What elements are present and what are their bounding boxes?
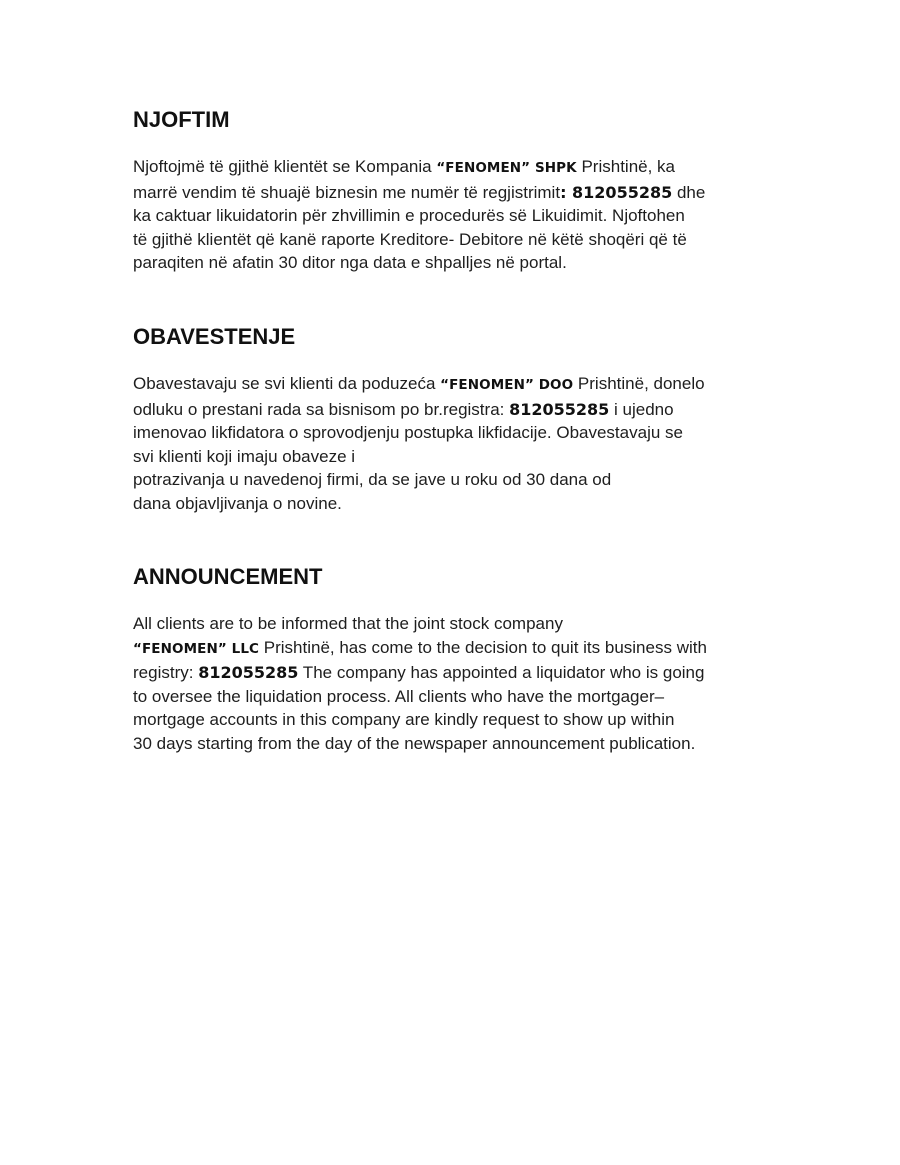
text-segment: i ujedno — [609, 399, 674, 419]
company-name: “FENOMEN” DOO — [440, 377, 574, 393]
paragraph-line — [133, 398, 783, 422]
text-segment: Prishtinë, has come to the decision to quit its business with — [259, 637, 707, 657]
registration-number: 812055285 — [198, 663, 299, 682]
text-segment: Prishtinë, ka — [576, 157, 675, 176]
heading-njoftim: NJOFTIM — [133, 107, 230, 132]
paragraph-line — [133, 372, 783, 398]
paragraph-obavestenje — [133, 372, 783, 515]
text-segment: Njoftojmë të gjithë klientët se Kompania — [133, 157, 437, 176]
paragraph-line: mortgage accounts in this company are kindly request to show up within — [133, 710, 675, 729]
paragraph-line: imenovao likfidatora o sprovodjenju postupka likfidacije. Obavestavaju se — [133, 423, 683, 442]
paragraph-line — [133, 181, 783, 205]
paragraph-line: paraqiten në afatin 30 ditor nga data e shpalljes në portal. — [133, 253, 567, 272]
paragraph-line: to oversee the liquidation process. All clients who have the mortgager– — [133, 686, 665, 706]
text-segment: odluku o prestani rada sa bisnisom po br.registra: — [133, 399, 510, 419]
heading-obavestenje: OBAVESTENJE — [133, 324, 296, 349]
paragraph-njoftim — [133, 155, 783, 275]
company-name: “FENOMEN” SHPK — [436, 160, 577, 176]
heading-announcement: ANNOUNCEMENT — [133, 564, 323, 589]
text-segment: The company has appointed a liquidator who is going — [298, 663, 705, 682]
paragraph-line — [133, 636, 783, 662]
text-segment: Obavestavaju se svi klienti da poduzeća — [133, 374, 441, 393]
paragraph-line: 30 days starting from the day of the newspaper announcement publication. — [133, 733, 696, 753]
paragraph-announcement — [133, 612, 783, 755]
paragraph-line: potrazivanja u navedenoj firmi, da se jave u roku od 30 dana od — [133, 470, 612, 489]
notice-english — [133, 564, 783, 755]
registration-number: 812055285 — [509, 399, 610, 419]
registration-number: : 812055285 — [560, 182, 673, 202]
paragraph-line: svi klienti koji imaju obaveze i — [133, 446, 356, 466]
paragraph-line: dana objavljivanja o novine. — [133, 493, 342, 513]
paragraph-line — [133, 661, 783, 685]
paragraph-line: të gjithë klientët që kanë raporte Kreditore- Debitore në këtë shoqëri që të — [133, 229, 687, 249]
paragraph-line — [133, 155, 783, 181]
paragraph-line: ka caktuar likuidatorin për zhvillimin e procedurës së Likuidimit. Njoftohen — [133, 206, 685, 225]
text-segment: Prishtinë, donelo — [573, 374, 705, 393]
text-segment: marrë vendim të shuajë biznesin me numër të regjistrimit — [133, 182, 561, 202]
notice-serbian — [133, 324, 783, 515]
text-segment: registry: — [133, 663, 199, 682]
company-name: “FENOMEN” LLC — [133, 640, 260, 657]
notice-albanian — [133, 107, 783, 275]
paragraph-line: All clients are to be informed that the joint stock company — [133, 614, 563, 633]
text-segment: dhe — [672, 182, 706, 202]
